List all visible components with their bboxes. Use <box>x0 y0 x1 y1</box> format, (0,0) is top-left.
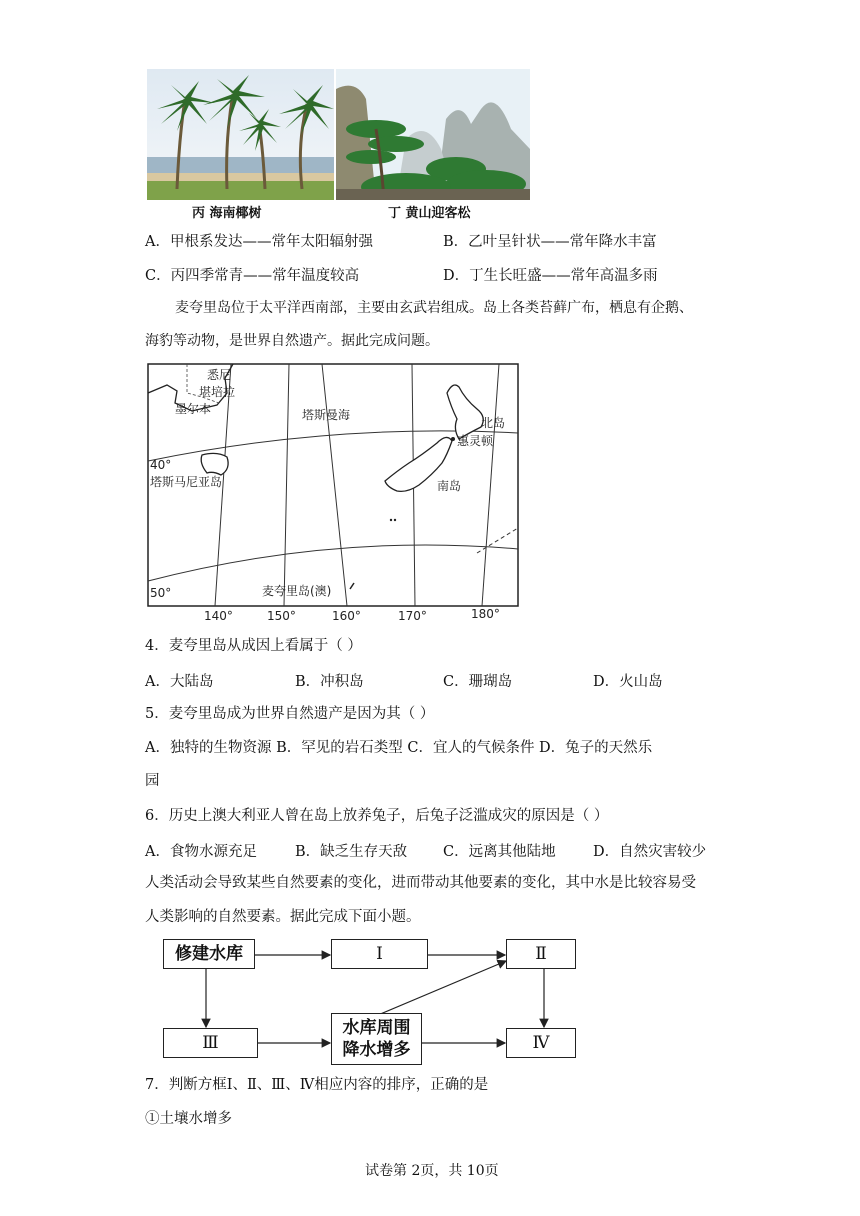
label-lon160: 160° <box>332 609 361 623</box>
center-line2: 降水增多 <box>342 1040 411 1060</box>
label-canberra: 堪培拉 <box>199 385 236 399</box>
flow-diagram <box>160 935 580 1065</box>
prev-option-b: B．乙叶呈针状——常年降水丰富 <box>443 234 657 250</box>
label-lon140: 140° <box>204 609 233 623</box>
q4-option-a: A．大陆岛 <box>145 674 214 690</box>
box-reservoir-precipitation <box>331 1013 422 1065</box>
q6-option-d: D．自然灾害较少 <box>593 844 707 860</box>
q7-item1: ①土壤水增多 <box>145 1111 232 1127</box>
label-tasmania: 塔斯马尼亚岛 <box>150 475 223 489</box>
box-i: Ⅰ <box>331 939 428 969</box>
label-macquarie: 麦夸里岛(澳) <box>262 584 332 598</box>
passage1-line2: 海豹等动物，是世界自然遗产。据此完成问题。 <box>145 333 439 349</box>
q4-option-c: C．珊瑚岛 <box>443 674 513 690</box>
palm-tree-photo <box>147 69 334 200</box>
box-build-reservoir: 修建水库 <box>163 939 255 969</box>
q6-option-c: C．远离其他陆地 <box>443 844 556 860</box>
box-iii: Ⅲ <box>163 1028 258 1058</box>
q6-stem: 6．历史上澳大利亚人曾在岛上放养兔子，后兔子泛滥成灾的原因是（ ） <box>145 808 609 824</box>
q4-option-b: B．冲积岛 <box>295 674 364 690</box>
q5-stem: 5．麦夸里岛成为世界自然遗产是因为其（ ） <box>145 706 435 722</box>
prev-option-d: D．丁生长旺盛——常年高温多雨 <box>443 268 658 284</box>
label-north-island: 北岛 <box>481 416 506 430</box>
q7-stem: 7．判断方框Ⅰ、Ⅱ、Ⅲ、Ⅳ相应内容的排序，正确的是 <box>145 1077 489 1093</box>
passage2-line2: 人类影响的自然要素。据此完成下面小题。 <box>145 909 421 925</box>
pine-mountain-photo <box>336 69 530 200</box>
q4-stem: 4．麦夸里岛从成因上看属于（ ） <box>145 638 362 654</box>
q6-option-b: B．缺乏生存天敌 <box>295 844 408 860</box>
page-footer: 试卷第 2页，共 10页 <box>365 1163 499 1179</box>
passage1-line1: 麦夸里岛位于太平洋西南部，主要由玄武岩组成。岛上各类苔藓广布，栖息有企鹅、 <box>175 300 693 316</box>
prev-option-a: A．甲根系发达——常年太阳辐射强 <box>145 234 373 250</box>
passage2-line1: 人类活动会导致某些自然要素的变化，进而带动其他要素的变化，其中水是比较容易受 <box>145 875 696 891</box>
label-sydney: 悉尼 <box>207 368 232 382</box>
prev-option-c: C．丙四季常青——常年温度较高 <box>145 268 360 284</box>
label-lat40: 40° <box>150 458 172 472</box>
center-line1: 水库周围 <box>342 1018 411 1038</box>
label-lon170: 170° <box>398 609 427 623</box>
q6-option-a: A．食物水源充足 <box>145 844 257 860</box>
q5-options-wrap: 园 <box>145 773 160 789</box>
q4-option-d: D．火山岛 <box>593 674 663 690</box>
label-lon180: 180° <box>471 607 500 621</box>
label-south-island: 南岛 <box>437 479 462 493</box>
q5-options: A．独特的生物资源 B．罕见的岩石类型 C．宜人的气候条件 D．兔子的天然乐 <box>145 740 653 756</box>
label-melbourne: 墨尔本 <box>175 402 212 416</box>
box-iv: Ⅳ <box>506 1028 576 1058</box>
label-wellington: 惠灵顿 <box>457 434 494 448</box>
palm-caption: 丙 海南椰树 <box>192 206 262 221</box>
macquarie-map <box>147 363 519 625</box>
pine-caption: 丁 黄山迎客松 <box>388 206 471 221</box>
box-ii: Ⅱ <box>506 939 576 969</box>
label-lon150: 150° <box>267 609 296 623</box>
label-lat50: 50° <box>150 586 172 600</box>
label-tasman-sea: 塔斯曼海 <box>302 408 351 422</box>
